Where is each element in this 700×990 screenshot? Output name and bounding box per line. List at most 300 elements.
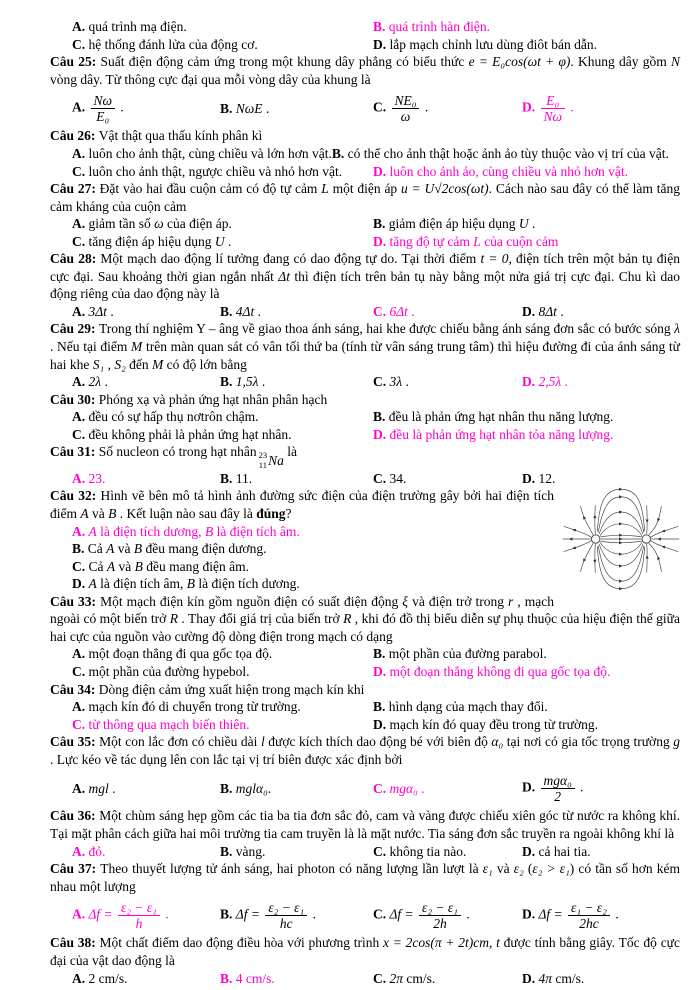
option-letter: C. [373, 781, 387, 797]
text-segment: một điện áp [328, 181, 401, 197]
text-segment: r [508, 593, 514, 609]
text-segment: R [169, 611, 178, 627]
text-segment: và [88, 506, 109, 522]
text-segment: 4Δt [235, 303, 255, 319]
option-row [50, 18, 680, 36]
question-q36 [50, 807, 680, 860]
option-q26-A [72, 146, 332, 161]
option-q25-C [373, 92, 522, 125]
option-row [50, 470, 680, 488]
text-segment: Δf = [538, 906, 567, 922]
option-prev-D [373, 36, 680, 54]
option-row [50, 843, 680, 861]
text-segment: B [204, 523, 214, 539]
text-segment: Suất điện động cảm ứng trong một khung dây phẳng có biểu thức [100, 54, 469, 70]
option-letter: C. [373, 906, 387, 922]
text-segment: là [283, 444, 297, 460]
text-segment: NωE [235, 101, 263, 117]
text-segment: . [161, 906, 169, 922]
fraction [118, 900, 160, 931]
fraction [392, 93, 420, 124]
option-prev-A [72, 18, 373, 36]
text-segment: 2,5λ [538, 374, 562, 390]
option-q35-B [220, 780, 373, 798]
option-q32-C [72, 559, 249, 574]
option-q35-C [373, 780, 522, 798]
fraction-denominator: hc [279, 916, 293, 932]
text-segment: được kích thích dao động bé với biên độ [264, 734, 492, 750]
text-segment: thì điện tích trên bản tụ này bằng một nửa giá trị cực đại. Chu kì dao động riêng của dao động này là [50, 268, 681, 302]
question-q28 [50, 250, 680, 320]
option-q26-D [373, 163, 680, 181]
text-segment: B [133, 541, 143, 557]
text-segment: A [106, 558, 116, 574]
option-q28-B [220, 303, 373, 321]
fraction [91, 93, 116, 124]
text-segment: có độ lớn bằng [163, 356, 247, 372]
text-segment: tăng độ tự cảm [389, 233, 474, 249]
text-segment: được tính bằng giây. Tốc độ cực đại của vật dao động là [50, 935, 680, 968]
question-q38 [50, 934, 680, 987]
option-letter: B. [373, 19, 386, 34]
fraction-denominator: E₀ [96, 109, 110, 125]
text-segment: S₂ [114, 356, 126, 372]
text-segment: 3λ [389, 374, 403, 390]
text-segment: mgl [88, 781, 109, 797]
fraction-denominator: h [135, 916, 143, 932]
text-segment: . Kết luận nào sau đây là [116, 506, 257, 522]
option-q25-B [220, 100, 373, 118]
text-segment: N [670, 54, 680, 70]
text-segment: . [267, 781, 272, 797]
option-letter: A. [72, 99, 86, 115]
option-letter: C. [72, 163, 86, 179]
text-segment: từ thông qua mạch biến thiên. [88, 716, 250, 732]
question-q33 [50, 593, 680, 681]
option-letter: A. [72, 145, 86, 161]
text-segment: ε₁ [482, 861, 493, 877]
mass-number: 23 [258, 450, 268, 461]
option-letter: D. [522, 906, 536, 922]
text-segment: . [407, 303, 415, 319]
option-letter: C. [373, 470, 387, 486]
option-letter: A. [72, 303, 86, 319]
text-segment: một đoạn thẳng đi qua gốc tọa độ. [88, 646, 273, 662]
option-row [50, 36, 680, 54]
text-segment: . [106, 303, 114, 319]
text-segment: 11. [235, 470, 253, 486]
question-label: Câu 28: [50, 251, 97, 267]
text-segment: . Thay đổi giá trị của biến trở [177, 611, 344, 627]
text-segment: Đặt vào hai đầu cuộn cảm có độ tự cảm [99, 181, 322, 197]
text-segment: ω [154, 216, 164, 232]
nuclide [257, 451, 284, 470]
text-segment: của điện áp. [163, 216, 232, 232]
text-segment: trên màn quan sát có vân tối thứ ba (tính từ vân sáng trung tâm) thì hiệu đường đi của ánh sáng từ hai khe [50, 338, 681, 372]
text-segment: đúng [256, 506, 286, 522]
option-q30-D [373, 426, 680, 444]
option-letter: A. [72, 470, 86, 486]
option-q36-A [72, 843, 220, 861]
option-q33-A [72, 645, 373, 663]
text-segment: đều có sự hấp thụ nơtrôn chậm. [88, 409, 259, 425]
question-q37 [50, 860, 680, 932]
option-letter: B. [373, 216, 386, 232]
text-segment: cả hai tia. [538, 843, 591, 859]
option-row [50, 663, 680, 681]
fraction [265, 900, 307, 931]
text-segment: . Lực kéo về tác dụng lên con lắc tại vị trí biên được xác định bởi [50, 751, 403, 767]
text-segment: đều mang điện dương. [142, 541, 267, 557]
option-letter: C. [373, 970, 387, 986]
text-segment: đều là phản ứng hạt nhân thu năng lượng. [388, 409, 614, 425]
text-segment: và [114, 541, 134, 557]
question-label: Câu 38: [50, 935, 96, 951]
option-row [50, 716, 680, 734]
text-segment: U [214, 233, 225, 249]
text-segment: A [88, 523, 97, 539]
text-segment: 4 cm/s. [235, 970, 275, 986]
option-q31-B [220, 470, 373, 488]
fraction-denominator: Nω [543, 109, 563, 125]
text-segment: R [343, 611, 352, 627]
option-letter: D. [373, 36, 387, 52]
option-letter: A. [72, 843, 86, 859]
option-letter: C. [72, 426, 86, 442]
option-letter: B. [331, 145, 345, 161]
text-segment: A [80, 506, 89, 522]
text-segment: M [131, 338, 143, 354]
option-letter: A. [72, 374, 86, 390]
question-q31 [50, 443, 680, 487]
fraction [568, 900, 610, 931]
question-label: Câu 35: [50, 734, 96, 750]
text-segment: một đoạn thẳng không đi qua gốc tọa độ. [389, 663, 611, 679]
option-q29-B [220, 373, 373, 391]
option-letter: B. [373, 699, 386, 715]
question-text [50, 860, 680, 895]
fraction-numerator: mgα₀ [541, 773, 575, 789]
text-segment: , [104, 356, 115, 372]
option-letter: B. [220, 101, 233, 117]
question-text [50, 53, 680, 88]
text-segment: Một mạch điện kín gồm nguồn điện có suất điện động [100, 593, 403, 609]
text-segment: một phần của đường parabol. [388, 646, 547, 662]
text-segment: t = 0 [480, 251, 509, 267]
option-q37-B [220, 899, 373, 932]
option-q34-A [72, 698, 373, 716]
option-letter: D. [522, 779, 536, 795]
text-segment: . [576, 779, 584, 795]
option-letter: A. [72, 970, 86, 986]
option-letter: B. [220, 374, 233, 390]
carryover-options [50, 18, 680, 53]
option-q36-B [220, 843, 373, 861]
text-segment: luôn cho ảnh thật, ngược chiều và nhỏ hơn vật. [88, 163, 343, 179]
text-segment: Số nucleon có trong hạt nhân [98, 444, 257, 460]
text-segment: . Cách nào sau đây có thể làm tăng cảm kháng của cuộn cảm [50, 181, 680, 214]
text-segment: α₀ [491, 734, 504, 750]
text-segment: L [321, 181, 329, 197]
text-segment: ε₂ > ε₁ [532, 861, 570, 877]
text-segment: 34. [389, 470, 407, 486]
text-segment: B [108, 506, 117, 522]
option-letter: D. [373, 716, 387, 732]
option-q32-B [72, 541, 266, 556]
question-q32 [50, 487, 680, 592]
question-q27 [50, 180, 680, 250]
option-letter: D. [522, 99, 536, 115]
option-q34-B [373, 698, 680, 716]
text-segment: là điện tích âm, [96, 576, 187, 592]
text-segment: của cuộn cảm [480, 233, 559, 249]
text-segment: tại nơi có gia tốc trọng trường [503, 734, 674, 750]
text-segment: 3Δt [88, 303, 107, 319]
fraction-denominator: 2h [433, 916, 447, 932]
text-segment: . [421, 99, 429, 115]
text-segment: và [115, 558, 135, 574]
question-q35 [50, 733, 680, 805]
charge-B [642, 535, 650, 543]
option-q30-B [373, 408, 680, 426]
option-letter: A. [72, 523, 86, 539]
text-segment: 6Δt [389, 303, 408, 319]
option-prev-C [72, 36, 373, 54]
text-segment: M [152, 356, 164, 372]
question-text [50, 807, 680, 842]
text-segment: một phần của đường hypebol. [88, 663, 250, 679]
option-q37-D [522, 899, 680, 932]
fraction-numerator: E₀ [541, 93, 566, 109]
option-q27-A [72, 215, 373, 233]
option-letter: C. [373, 843, 387, 859]
text-segment: hệ thống đánh lửa của động cơ. [88, 36, 258, 52]
question-q25 [50, 53, 680, 125]
option-letter: A. [72, 409, 86, 425]
question-text [50, 127, 680, 145]
fraction-denominator: 2hc [579, 916, 599, 932]
option-row [50, 645, 680, 663]
question-text [50, 180, 680, 215]
fraction [541, 93, 566, 124]
text-segment: Δf = [88, 906, 117, 922]
option-row [50, 408, 680, 426]
option-letter: D. [522, 374, 536, 390]
option-row [50, 899, 680, 932]
option-q38-B [220, 970, 373, 988]
option-row [50, 698, 680, 716]
text-segment: Δf = [389, 906, 418, 922]
option-letter: D. [373, 233, 387, 249]
question-label: Câu 32: [50, 488, 97, 504]
text-segment: lắp mạch chỉnh lưu dùng điôt bán dẫn. [389, 36, 598, 52]
option-letter: C. [373, 374, 387, 390]
option-letter: C. [373, 99, 387, 115]
option-letter: C. [72, 716, 86, 732]
option-q32-D [72, 576, 300, 591]
question-label: Câu 29: [50, 321, 96, 337]
question-text [50, 250, 680, 303]
text-segment: đỏ. [88, 843, 106, 859]
text-segment: Cả [87, 541, 107, 557]
text-segment: mgα₀ [389, 781, 418, 797]
text-segment: . [258, 374, 266, 390]
text-segment: . [528, 216, 536, 232]
fraction-numerator: NE₀ [392, 93, 420, 109]
question-label: Câu 27: [50, 181, 96, 197]
text-segment: . [402, 374, 409, 390]
option-letter: B. [220, 303, 233, 319]
text-segment: . [108, 781, 116, 797]
question-label: Câu 25: [50, 54, 97, 70]
text-segment: tăng điện áp hiệu dụng [88, 233, 215, 249]
option-row [50, 303, 680, 321]
question-q26 [50, 127, 680, 180]
text-segment: cm/s. [552, 970, 585, 986]
text-segment: có thể cho ảnh thật hoặc ảnh ảo tùy thuộc vào vị trí của vật. [347, 145, 669, 161]
text-segment: 1,5λ [235, 374, 259, 390]
option-letter: D. [373, 163, 387, 179]
question-text [50, 681, 680, 699]
text-segment: và điện trở trong [408, 593, 509, 609]
text-segment: mạch kín đó di chuyển trong từ trường. [88, 699, 301, 715]
fraction-numerator: ε₂ − ε₁ [419, 900, 461, 916]
text-segment: Trong thí nghiệm Y – âng về giao thoa ánh sáng, hai khe được chiếu bằng ánh sáng đơn sắc có bước sóng [98, 321, 675, 337]
text-segment: A [106, 541, 115, 557]
text-segment: không tia nào. [389, 843, 467, 859]
text-segment: quá trình mạ điện. [88, 19, 187, 34]
text-segment: 2λ [88, 374, 102, 390]
text-segment: λ [674, 321, 681, 337]
text-segment: đều là phản ứng hạt nhân tỏa năng lượng. [389, 426, 614, 442]
option-letter: B. [373, 646, 386, 662]
option-letter: C. [72, 36, 86, 52]
atomic-number: 11 [258, 459, 267, 470]
option-row [50, 373, 680, 391]
text-segment: quá trình hàn điện. [388, 19, 490, 34]
text-segment: là điện tích dương. [194, 576, 300, 592]
option-letter: B. [220, 470, 233, 486]
question-text [50, 391, 680, 409]
option-letter: B. [220, 906, 233, 922]
text-segment: Vật thật qua thấu kính phân kì [98, 128, 263, 144]
text-segment: , [489, 935, 497, 951]
text-segment: giảm tần số [88, 216, 155, 232]
text-segment: Hình vẽ bên mô tả hình ảnh đường sức điện của điện trường gây bởi hai điện tích điểm [50, 488, 554, 522]
option-q29-D [522, 373, 680, 391]
text-segment: . [556, 303, 564, 319]
text-segment: . [611, 906, 619, 922]
question-text [50, 733, 680, 768]
option-row [50, 92, 680, 125]
text-segment: Δt [278, 268, 290, 284]
option-letter: A. [72, 19, 86, 34]
option-letter: B. [373, 409, 386, 425]
text-segment: g [673, 734, 681, 750]
text-segment: ? [285, 506, 292, 522]
text-segment: Một con lắc đơn có chiều dài [99, 734, 261, 750]
text-segment: là điện tích âm. [213, 523, 300, 539]
option-letter: C. [72, 663, 86, 679]
text-segment: . Khung dây gồm [570, 54, 671, 70]
question-label: Câu 37: [50, 861, 97, 877]
text-segment: 4π [538, 970, 553, 986]
text-segment: Phóng xạ và phản ứng hạt nhân phân hạch [98, 391, 328, 407]
option-letter: B. [220, 781, 233, 797]
option-q36-C [373, 843, 522, 861]
text-segment: 12. [538, 470, 556, 486]
text-segment: ) có tần số hơn kém nhau một lượng [50, 861, 681, 894]
question-q30 [50, 391, 680, 444]
option-row [50, 970, 680, 988]
text-segment: 8Δt [538, 303, 557, 319]
text-segment: đều mang điện âm. [142, 558, 249, 574]
option-letter: D. [522, 303, 536, 319]
option-letter: A. [72, 699, 86, 715]
option-q34-C [72, 716, 373, 734]
text-segment: 23. [88, 470, 106, 486]
text-segment: đến [125, 356, 153, 372]
field-lines-figure [562, 487, 680, 591]
text-segment: e = E₀cos(ωt + φ) [468, 54, 571, 70]
option-letter: D. [373, 426, 387, 442]
text-segment: . [101, 374, 108, 390]
text-segment: t [496, 935, 500, 951]
option-q25-A [72, 92, 220, 125]
option-letter: A. [72, 906, 86, 922]
text-segment: Δf = [235, 906, 264, 922]
option-q38-D [522, 970, 680, 988]
text-segment: , mạch ngoài có một biến trở [50, 593, 554, 627]
text-segment: . [262, 101, 270, 117]
text-segment: U [518, 216, 529, 232]
question-q34 [50, 681, 680, 734]
question-label: Câu 26: [50, 128, 96, 144]
option-q35-A [72, 780, 220, 798]
question-label: Câu 30: [50, 391, 96, 407]
charge-A [592, 535, 600, 543]
option-letter: A. [72, 646, 86, 662]
option-letter: C. [72, 233, 86, 249]
question-label: Câu 31: [50, 444, 96, 460]
option-q38-A [72, 970, 220, 988]
text-segment: luôn cho ảnh thật, cùng chiều và lớn hơn vật. [88, 145, 332, 161]
text-segment: luôn cho ảnh ảo, cùng chiều và nhỏ hơn vật. [389, 163, 628, 179]
fraction-denominator: 2 [554, 789, 562, 805]
option-q31-C [373, 470, 522, 488]
question-text [50, 593, 680, 646]
text-segment: ε₂ [513, 861, 524, 877]
option-prev-B [373, 18, 680, 36]
text-segment: l [260, 734, 265, 750]
option-q28-D [522, 303, 680, 321]
element-symbol: Na [268, 452, 284, 468]
option-q35-D [522, 772, 680, 805]
text-segment: , điện tích trên một bản tụ điện cực đại. Sau khoảng thời gian ngắn nhất [50, 251, 680, 284]
option-q33-C [72, 663, 373, 681]
option-letter: A. [72, 216, 86, 232]
option-q28-C [373, 303, 522, 321]
option-letter: A. [72, 781, 86, 797]
option-q26-C [72, 163, 373, 181]
option-q37-C [373, 899, 522, 932]
option-row [50, 772, 680, 805]
text-segment: . [224, 233, 232, 249]
option-row [50, 163, 680, 181]
fraction-numerator: ε₁ − ε₂ [568, 900, 610, 916]
option-q31-D [522, 470, 680, 488]
option-q30-A [72, 408, 373, 426]
